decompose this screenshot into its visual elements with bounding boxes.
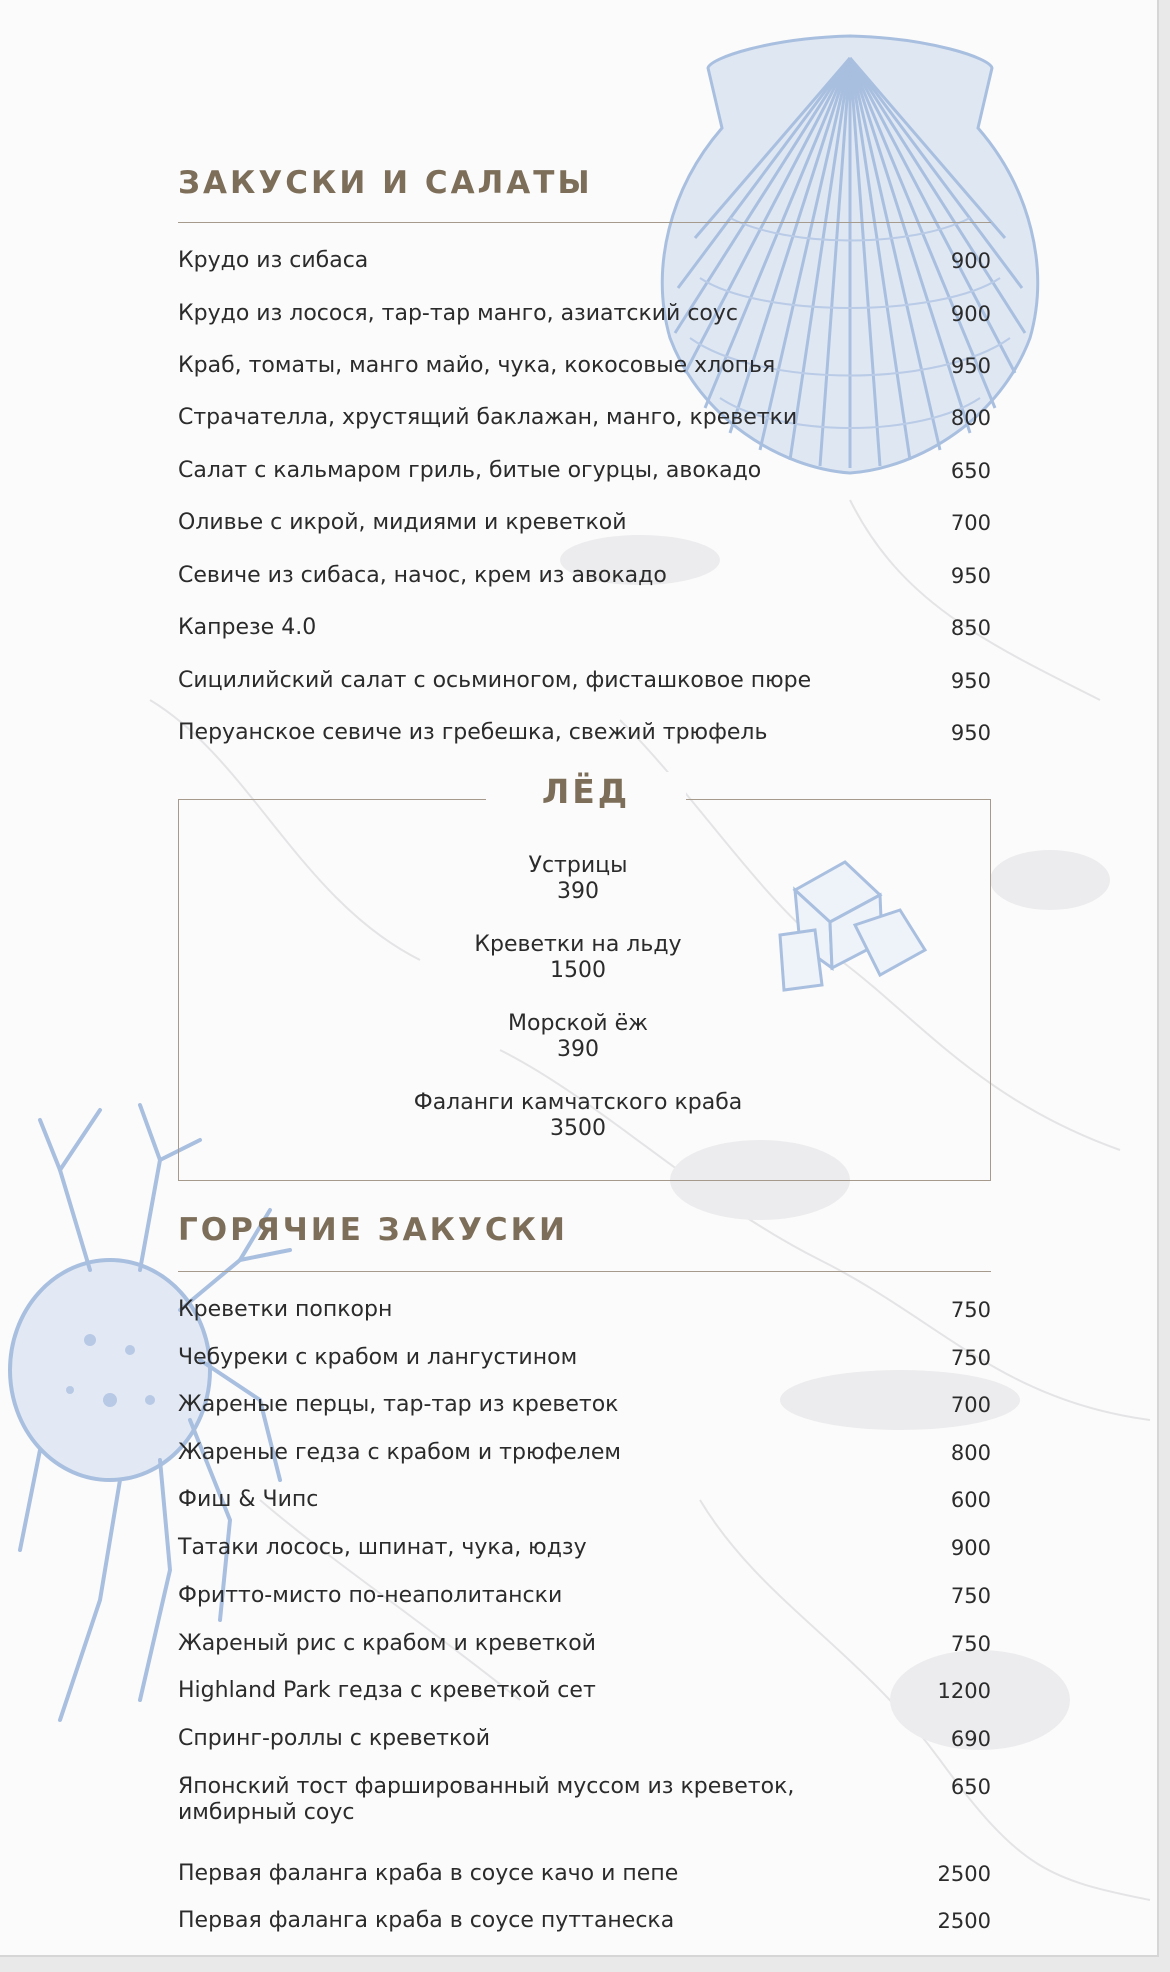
item-price: 950 [950,721,991,745]
section-divider [178,1271,991,1272]
item-name: Перуанское севиче из гребешка, свежий трюфель [178,720,768,745]
item-price: 900 [950,302,991,326]
item-name: Морской ёж [508,1011,648,1036]
item-name: Первая фаланга краба в соусе путтанеска [178,1908,675,1933]
item-price: 950 [950,354,991,378]
item-price: 600 [950,1488,991,1512]
item-price: 2500 [937,1909,991,1933]
item-price: 750 [950,1346,991,1370]
item-price: 850 [950,616,991,640]
item-name: Салат с кальмаром гриль, битые огурцы, авокадо [178,458,762,483]
item-name: Краб, томаты, манго майо, чука, кокосовые хлопья [178,353,776,378]
item-price: 900 [950,1536,991,1560]
item-name: Японский тост фаршированный муссом из креветок, имбирный соус [178,1774,795,1825]
item-name: Фаланги камчатского краба [413,1090,743,1115]
item-name: Highland Park гедза с креветкой сет [178,1678,596,1703]
item-price: 750 [950,1632,991,1656]
item-price: 950 [950,669,991,693]
ice-item [378,1011,778,1063]
item-price: 900 [950,249,991,273]
item-name: Сицилийский салат с осьминогом, фисташковое пюре [178,668,812,693]
item-price: 950 [950,564,991,588]
item-price: 2500 [937,1862,991,1886]
item-price: 650 [950,459,991,483]
item-price: 1200 [937,1679,991,1703]
item-name: Чебуреки с крабом и лангустином [178,1345,578,1370]
ice-item [378,853,778,905]
item-name: Жареные гедза с крабом и трюфелем [178,1440,622,1465]
item-price: 3500 [550,1116,606,1141]
item-name: Креветки попкорн [178,1297,393,1322]
item-name: Севиче из сибаса, начос, крем из авокадо [178,563,667,588]
item-price: 800 [950,1441,991,1465]
item-name: Фиш & Чипс [178,1487,319,1512]
item-name: Капрезе 4.0 [178,615,317,640]
item-name: Жареные перцы, тар-тар из креветок [178,1392,619,1417]
item-price: 750 [950,1298,991,1322]
item-name: Страчателла, хрустящий баклажан, манго, креветки [178,405,798,430]
item-price: 700 [950,511,991,535]
item-price: 690 [950,1727,991,1751]
item-price: 390 [557,1037,599,1062]
item-name: Креветки на льду [474,932,682,957]
item-name: Крудо из лосося, тар-тар манго, азиатский соус [178,301,738,326]
section-divider [178,222,991,223]
item-price: 1500 [550,958,606,983]
section-title-hot-appetizers: ГОРЯЧИЕ ЗАКУСКИ [178,1212,568,1248]
item-name: Крудо из сибаса [178,248,369,273]
section-title-appetizers: ЗАКУСКИ И САЛАТЫ [178,165,593,201]
item-name: Жареный рис с крабом и креветкой [178,1631,596,1656]
item-name: Спринг-роллы с креветкой [178,1726,491,1751]
item-price: 750 [950,1584,991,1608]
item-price: 800 [950,406,991,430]
item-name: Оливье с икрой, мидиями и креветкой [178,510,627,535]
section-title-ice: ЛЁД [486,772,686,811]
item-price: 700 [950,1393,991,1417]
item-name: Устрицы [528,853,628,878]
item-name: Фритто-мисто по-неаполитански [178,1583,563,1608]
item-name: Татаки лосось, шпинат, чука, юдзу [178,1535,587,1560]
item-price: 390 [557,879,599,904]
ice-item [378,1090,778,1142]
item-price: 650 [950,1775,991,1799]
ice-item [378,932,778,984]
item-name: Первая фаланга краба в соусе качо и пепе [178,1861,679,1886]
